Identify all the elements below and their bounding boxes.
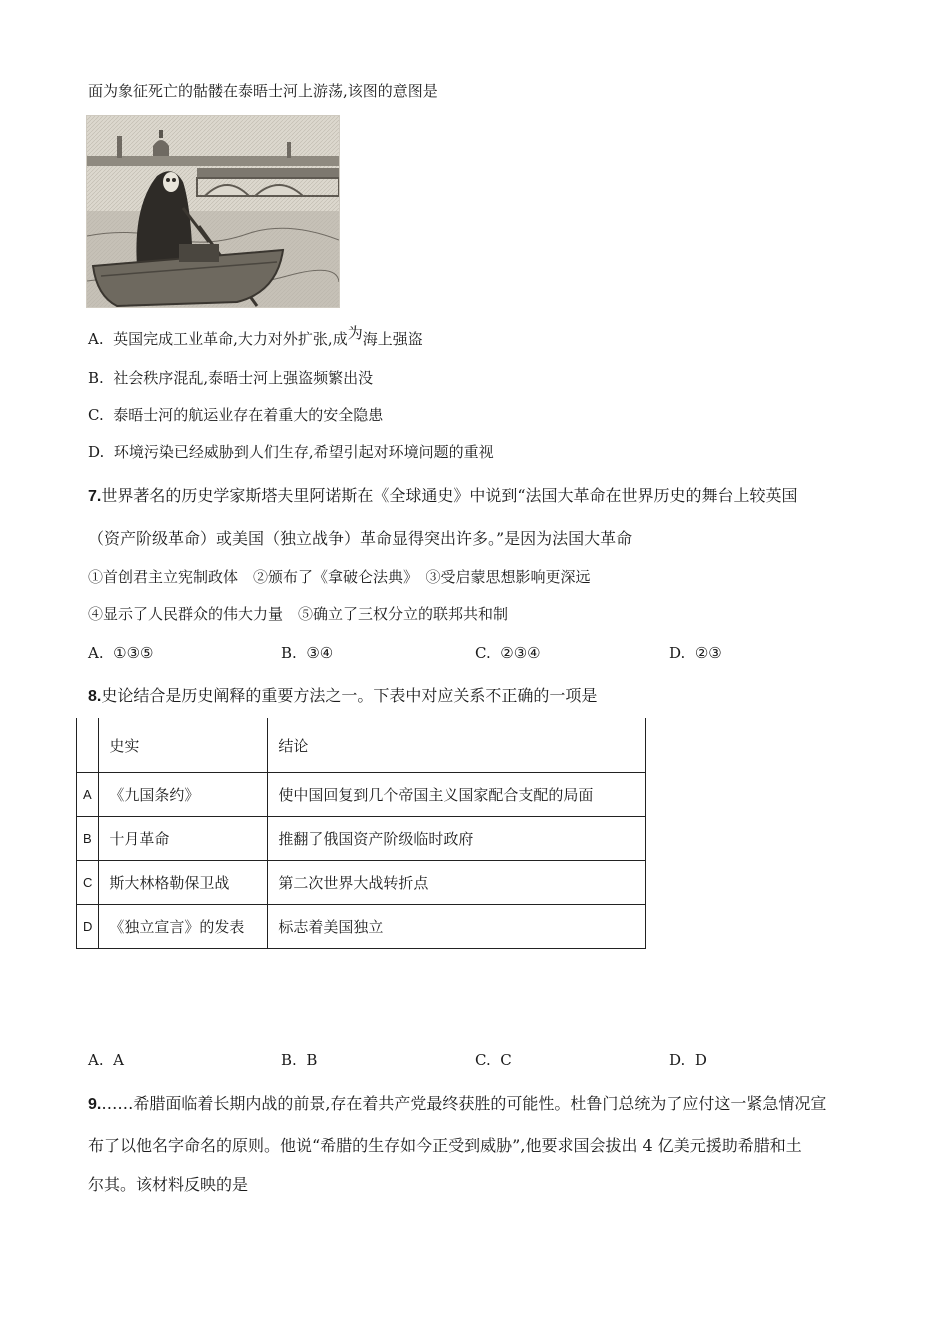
q9-stem-line2: 布了以他名字命名的原则。他说“希腊的生存如今正受到威胁”,他要求国会拔出 4 亿美元援助希腊和土	[88, 1136, 802, 1155]
q7-stem-line2: （资产阶级革命）或美国（独立战争）革命显得突出许多。”是因为法国大革命	[88, 529, 633, 548]
table-row	[77, 861, 646, 905]
q6-option-c[interactable]	[88, 405, 383, 425]
option-text: C	[500, 1051, 512, 1069]
table-row	[77, 773, 646, 817]
q7-option-d[interactable]	[669, 643, 722, 663]
question-number: 7.	[88, 488, 102, 505]
q6-option-a[interactable]	[88, 324, 423, 349]
table-header-cell: 结论	[268, 718, 646, 773]
option-letter: C.	[475, 1051, 491, 1069]
table-cell: A	[77, 773, 99, 817]
table-cell: 斯大林格勒保卫战	[99, 861, 268, 905]
option-letter: A.	[88, 330, 104, 348]
table-header-cell: 史实	[99, 718, 268, 773]
q8-option-a[interactable]	[88, 1050, 124, 1070]
option-letter: A.	[88, 1051, 104, 1069]
option-text: 社会秩序混乱,泰晤士河上强盗频繁出没	[113, 369, 374, 387]
q6-option-b[interactable]	[88, 368, 373, 388]
table-cell: C	[77, 861, 99, 905]
table-cell: 第二次世界大战转折点	[268, 861, 646, 905]
option-letter: B.	[88, 369, 104, 387]
option-letter: D.	[669, 1051, 686, 1069]
option-text: ②③	[694, 644, 722, 662]
q7-option-a[interactable]	[88, 643, 154, 663]
option-text: ①③⑤	[113, 644, 154, 662]
q9-stem-line3: 尔其。该材料反映的是	[88, 1175, 249, 1194]
q8-table	[76, 718, 646, 949]
question-text: ……希腊面临着长期内战的前景,存在着共产党最终获胜的可能性。杜鲁门总统为了应付这一紧急情况宣	[101, 1094, 827, 1113]
table-cell: B	[77, 817, 99, 861]
option-text: B	[306, 1051, 318, 1069]
option-text-raised: 为	[347, 324, 363, 342]
q8-option-d[interactable]	[669, 1050, 707, 1070]
table-cell: 标志着美国独立	[268, 905, 646, 949]
table-row	[77, 905, 646, 949]
option-text: 英国完成工业革命,大力对外扩张,成	[113, 330, 348, 348]
question-text: 世界著名的历史学家斯塔夫里阿诺斯在《全球通史》中说到“法国大革命在世界历史的舞台上较英国	[101, 486, 798, 505]
option-text: D	[694, 1051, 707, 1069]
option-letter: A.	[88, 644, 104, 662]
question-number: 9.	[88, 1096, 102, 1113]
table-cell: 《独立宣言》的发表	[99, 905, 268, 949]
question-number: 8.	[88, 688, 102, 705]
question-text: 史论结合是历史阐释的重要方法之一。下表中对应关系不正确的一项是	[101, 686, 598, 705]
option-letter: B.	[281, 644, 297, 662]
q7-option-c[interactable]	[475, 643, 541, 663]
table-cell: 十月革命	[99, 817, 268, 861]
option-letter: D.	[88, 443, 105, 461]
option-letter: C.	[88, 406, 104, 424]
table-cell: 《九国条约》	[99, 773, 268, 817]
option-letter: D.	[669, 644, 686, 662]
q7-option-b[interactable]	[281, 643, 333, 663]
table-header-row	[77, 718, 646, 773]
option-text: ③④	[306, 644, 334, 662]
cartoon-illustration	[86, 115, 340, 308]
q7-stem-line1	[88, 486, 798, 507]
q7-items-line1: ①首创君主立宪制政体 ②颁布了《拿破仑法典》 ③受启蒙思想影响更深远	[88, 568, 591, 586]
q6-stem-tail: 面为象征死亡的骷髅在泰晤士河上游荡,该图的意图是	[88, 82, 438, 100]
q7-items-line2: ④显示了人民群众的伟大力量 ⑤确立了三权分立的联邦共和制	[88, 605, 509, 623]
table-header-cell	[77, 718, 99, 773]
q6-option-d[interactable]	[88, 442, 494, 462]
option-letter: C.	[475, 644, 491, 662]
q8-stem	[88, 686, 597, 707]
table-cell: 推翻了俄国资产阶级临时政府	[268, 817, 646, 861]
death-rowing-on-thames-image	[87, 116, 339, 307]
q8-option-c[interactable]	[475, 1050, 512, 1070]
option-text: 海上强盗	[362, 330, 423, 348]
table-cell: 使中国回复到几个帝国主义国家配合支配的局面	[268, 773, 646, 817]
option-letter: B.	[281, 1051, 297, 1069]
q8-option-b[interactable]	[281, 1050, 317, 1070]
option-text: 环境污染已经威胁到人们生存,希望引起对环境问题的重视	[113, 443, 494, 461]
option-text: 泰晤士河的航运业存在着重大的安全隐患	[113, 406, 384, 424]
table-cell: D	[77, 905, 99, 949]
table-row	[77, 817, 646, 861]
option-text: ②③④	[500, 644, 541, 662]
q9-stem-line1	[88, 1094, 826, 1115]
option-text: A	[113, 1051, 124, 1069]
